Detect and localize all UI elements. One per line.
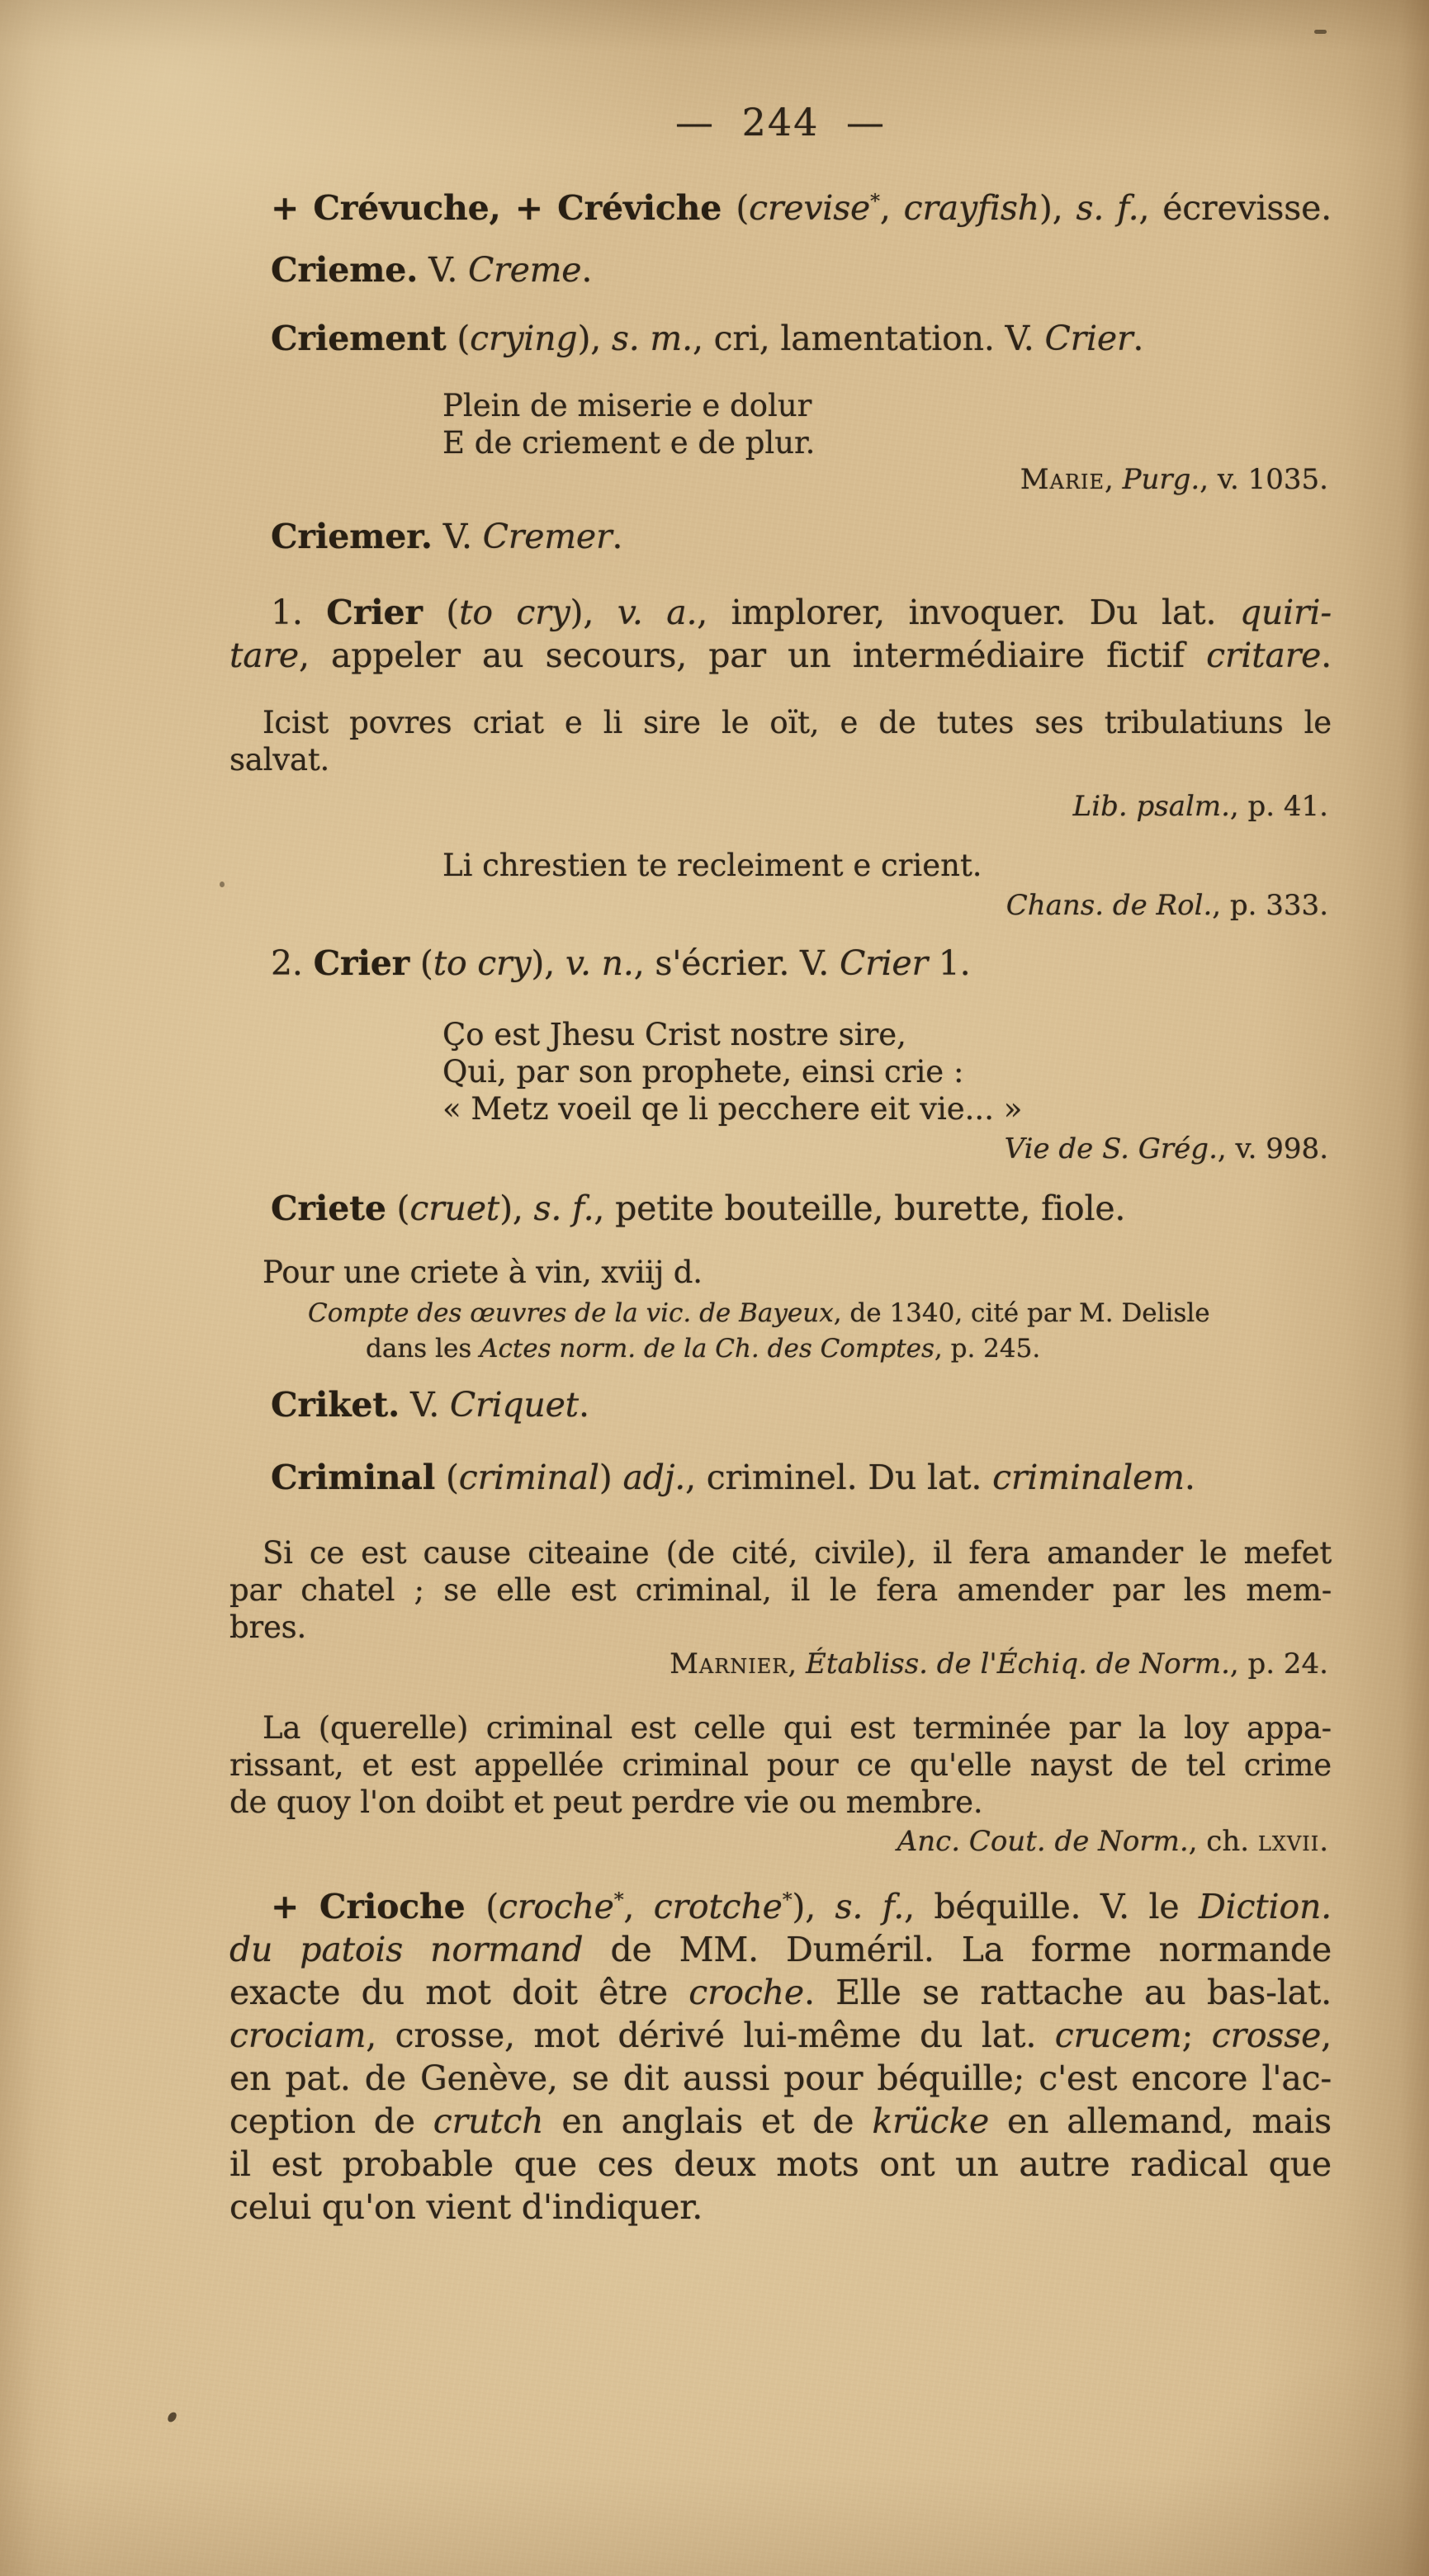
text-segment: ; — [1181, 2016, 1212, 2055]
text-segment: bres. — [229, 1609, 307, 1645]
text-segment: « Metz voeil qe li pecchere eit vie... » — [442, 1091, 1023, 1127]
text-segment: to cry — [459, 593, 570, 632]
text-segment: en pat. de Genève, se dit aussi pour béquille; c'est encore l'ac- — [229, 2058, 1332, 2098]
text-line — [229, 2057, 1332, 2100]
text-segment: crosse — [1211, 2016, 1322, 2055]
text-segment: Lib. psalm. — [1072, 790, 1230, 823]
text-segment: ( — [435, 1458, 459, 1497]
text-segment: , p. 24. — [1229, 1647, 1328, 1680]
quote-icist-povres — [229, 704, 1332, 778]
quote-la-querelle — [229, 1709, 1332, 1821]
text-segment: , v. 998. — [1217, 1132, 1328, 1165]
text-line — [229, 1647, 1328, 1680]
text-segment: celui qu'on vient d'indiquer. — [229, 2187, 703, 2227]
text-segment: Cremer — [482, 517, 613, 556]
text-line — [229, 1825, 1328, 1858]
text-segment: ( — [386, 1189, 410, 1228]
entry-criket — [229, 1383, 1332, 1426]
text-segment: ( — [422, 593, 460, 632]
text-line — [442, 847, 982, 884]
text-segment: . — [612, 517, 623, 556]
text-segment: , — [788, 1647, 806, 1680]
text-segment: La (querelle) criminal est celle qui est terminée par la loy appa- — [263, 1710, 1332, 1746]
text-line — [229, 248, 1332, 291]
text-line — [229, 1254, 1332, 1291]
text-segment: , — [623, 1887, 654, 1926]
text-segment: E de criement e de plur. — [442, 425, 816, 461]
text-segment: Criement — [271, 319, 447, 358]
text-segment: salvat. — [229, 742, 330, 778]
text-line — [229, 2100, 1332, 2143]
text-segment: ( — [736, 188, 750, 228]
text-line — [229, 1534, 1332, 1572]
citation-lib-psalm — [229, 790, 1328, 823]
quote-si-ce-est — [229, 1534, 1332, 1646]
text-segment: , p. 333. — [1212, 889, 1328, 922]
text-segment: , petite bouteille, burette, fiole. — [594, 1189, 1126, 1228]
text-segment: . — [578, 1385, 589, 1425]
text-segment: Purg. — [1122, 463, 1200, 496]
text-segment: s. f. — [835, 1887, 905, 1926]
text-line — [229, 463, 1328, 496]
text-segment: crucem — [1054, 2016, 1182, 2055]
text-line — [229, 942, 1332, 985]
text-segment: Marnier — [670, 1647, 788, 1680]
text-segment: crutch — [433, 2101, 544, 2141]
text-segment: * — [782, 1888, 793, 1912]
text-segment: + Crévuche, + Créviche — [271, 188, 736, 228]
text-segment: Criemer. — [271, 517, 433, 556]
text-segment: crevise — [749, 188, 871, 228]
text-segment: Criquet — [449, 1385, 579, 1425]
text-segment: croche — [499, 1887, 614, 1926]
text-segment: . — [1133, 319, 1144, 358]
entry-crevuche — [229, 187, 1332, 229]
text-segment: Plein de miserie e dolur — [442, 388, 812, 423]
text-segment: Crier — [1044, 319, 1133, 358]
text-segment: ( — [409, 943, 433, 983]
text-segment: Criket. — [271, 1385, 400, 1425]
text-segment: de quoy l'on doibt et peut perdre vie ou membre. — [229, 1784, 983, 1820]
text-segment: s. m. — [611, 319, 693, 358]
text-segment: , cri, lamentation. V. — [692, 319, 1045, 358]
text-line — [229, 1132, 1328, 1165]
text-segment: Crier — [313, 943, 410, 983]
text-segment: . — [1319, 1825, 1328, 1858]
text-segment: , — [879, 188, 904, 228]
text-line — [308, 1296, 1323, 1331]
text-segment: Crier — [326, 593, 423, 632]
text-segment: . Elle se rattache au bas-lat. — [803, 1973, 1332, 2012]
text-line — [442, 1016, 1022, 1053]
text-segment: ception de — [229, 2101, 433, 2141]
text-segment: ), — [499, 1189, 534, 1228]
text-segment: , ch. — [1188, 1825, 1258, 1858]
text-segment: . — [1321, 636, 1332, 675]
text-line — [229, 634, 1332, 677]
text-segment: s. f. — [533, 1189, 594, 1228]
text-line — [366, 1331, 1323, 1367]
text-segment: Li chrestien te recleiment e crient. — [442, 848, 982, 883]
text-segment: tare — [229, 636, 299, 675]
text-segment: Vie de S. Grég. — [1004, 1132, 1218, 1165]
entry-crier-2 — [229, 942, 1332, 985]
text-segment: quiri- — [1239, 593, 1332, 632]
text-segment: Ço est Jhesu Crist nostre sire, — [442, 1017, 906, 1052]
text-segment: . — [1184, 1458, 1195, 1497]
text-line — [229, 1456, 1332, 1499]
text-segment: v. a. — [617, 593, 698, 632]
text-segment: Marie — [1020, 463, 1105, 496]
text-segment: Compte des œuvres de la vic. de Bayeux — [308, 1298, 834, 1328]
text-segment: , p. 245. — [934, 1334, 1041, 1364]
text-line — [229, 1709, 1332, 1746]
text-segment: Icist povres criat e li sire le oït, e de tutes ses tribulatiuns le — [263, 705, 1332, 740]
text-segment: crying — [470, 319, 578, 358]
text-segment: crotche — [653, 1887, 783, 1926]
text-segment: Diction. — [1198, 1887, 1332, 1926]
text-line — [442, 1053, 1022, 1090]
text-segment: ), — [1039, 188, 1076, 228]
citation-anc-cout — [229, 1825, 1328, 1858]
text-line — [229, 1784, 1332, 1821]
text-segment: , béquille. V. le — [904, 1887, 1199, 1926]
text-segment: lxvii — [1257, 1825, 1320, 1858]
text-segment: , de 1340, cité par M. Delisle — [833, 1298, 1210, 1328]
text-segment: criminalem — [992, 1458, 1185, 1497]
verse-quote-chrestien — [442, 847, 982, 884]
text-segment: , criminel. Du lat. — [685, 1458, 993, 1497]
text-segment: ( — [485, 1887, 499, 1926]
text-segment: Si ce est cause citeaine (de cité, civile), il fera amander le mefet — [263, 1535, 1332, 1571]
ink-speck-2 — [1314, 30, 1327, 34]
text-segment: . — [581, 250, 593, 290]
text-line — [442, 1090, 1022, 1127]
text-segment: + Crioche — [271, 1887, 486, 1926]
text-segment: * — [870, 189, 880, 213]
text-segment: ), — [531, 943, 565, 983]
text-segment: to cry — [433, 943, 532, 983]
text-segment: Crier — [839, 943, 928, 983]
text-segment: Établiss. de l'Échiq. de Norm. — [806, 1647, 1230, 1680]
quote-pour-une-criete — [229, 1254, 1332, 1291]
text-segment: adj. — [622, 1458, 686, 1497]
entry-criemer — [229, 515, 1332, 558]
text-segment: ( — [446, 319, 471, 358]
entry-crier-1 — [229, 591, 1332, 677]
entry-crioche — [229, 1885, 1332, 2229]
text-segment: en allemand, mais — [989, 2101, 1332, 2141]
citation-marnier — [229, 1647, 1328, 1680]
text-segment: Qui, par son prophete, einsi crie : — [442, 1054, 964, 1089]
entry-criement — [229, 317, 1332, 360]
text-line — [229, 1609, 1332, 1646]
text-segment: crociam — [229, 2016, 367, 2055]
text-segment: 1. — [927, 943, 971, 983]
text-line — [229, 317, 1332, 360]
text-segment: ), — [792, 1887, 835, 1926]
text-line — [229, 1885, 1332, 1928]
text-segment: krücke — [872, 2101, 990, 2141]
page-number: — 244 — — [674, 100, 887, 144]
text-line — [229, 790, 1328, 823]
text-segment: , v. 1035. — [1200, 463, 1328, 496]
text-line — [229, 2014, 1332, 2057]
text-line — [229, 1746, 1332, 1784]
text-segment: rissant, et est appellée criminal pour ce qu'elle nayst de tel crime — [229, 1747, 1332, 1783]
text-segment: Criete — [271, 1189, 386, 1228]
footnote-compte-bayeux — [308, 1296, 1323, 1367]
text-segment: critare — [1206, 636, 1322, 675]
text-segment: ), — [570, 593, 617, 632]
text-line — [229, 2143, 1332, 2186]
text-line — [229, 515, 1332, 558]
entry-criete — [229, 1187, 1332, 1230]
page-content — [229, 0, 1332, 2576]
text-segment: V. — [400, 1385, 450, 1425]
text-segment: , implorer, invoquer. Du lat. — [697, 593, 1240, 632]
text-line — [229, 704, 1332, 741]
text-segment: Pour une criete à vin, xviij d. — [263, 1255, 703, 1290]
text-segment: de MM. Duméril. La forme normande — [583, 1930, 1332, 1969]
text-segment: , — [1105, 463, 1123, 496]
text-segment: Chans. de Rol. — [1006, 889, 1213, 922]
text-line — [442, 387, 815, 424]
citation-chans-rol — [229, 889, 1328, 922]
text-line — [442, 424, 815, 461]
text-segment: dans les — [366, 1334, 480, 1364]
text-segment: du patois normand — [229, 1930, 584, 1969]
text-segment: Criminal — [271, 1458, 436, 1497]
text-line — [229, 1572, 1332, 1609]
text-segment: Crieme. — [271, 250, 419, 290]
text-segment: il est probable que ces deux mots ont un autre radical que — [229, 2144, 1332, 2184]
text-segment: V. — [418, 250, 468, 290]
citation-vie-greg — [229, 1132, 1328, 1165]
text-segment: * — [613, 1888, 624, 1912]
text-segment: ), — [577, 319, 612, 358]
text-segment: , appeler au secours, par un intermédiaire fictif — [298, 636, 1207, 675]
text-line — [229, 2186, 1332, 2229]
verse-quote-marie — [442, 387, 815, 461]
text-line — [229, 187, 1332, 229]
text-segment: , écrevisse. — [1138, 188, 1332, 228]
text-line — [229, 741, 1332, 778]
text-line — [229, 1187, 1332, 1230]
text-segment: ) — [599, 1458, 623, 1497]
text-segment: en anglais et de — [543, 2101, 873, 2141]
text-segment: crayfish — [903, 188, 1039, 228]
text-line — [229, 1928, 1332, 1971]
text-segment: , crosse, mot dérivé lui-même du lat. — [366, 2016, 1055, 2055]
citation-marie-purg — [229, 463, 1328, 496]
text-line — [229, 889, 1328, 922]
verse-quote-jhesu — [442, 1016, 1022, 1127]
text-line — [229, 591, 1332, 634]
text-segment: Creme — [468, 250, 582, 290]
text-segment: par chatel ; se elle est criminal, il le fera amender par les mem- — [229, 1572, 1332, 1608]
text-segment: , p. 41. — [1229, 790, 1328, 823]
text-segment: 2. — [271, 943, 314, 983]
ink-speck-1 — [166, 2411, 178, 2424]
text-segment: v. n. — [565, 943, 634, 983]
text-segment: exacte du mot doit être — [229, 1973, 689, 2012]
entry-crieme — [229, 248, 1332, 291]
text-segment: 1. — [271, 593, 327, 632]
entry-criminal — [229, 1456, 1332, 1499]
text-segment: V. — [432, 517, 483, 556]
text-segment: criminal — [458, 1458, 599, 1497]
text-segment: croche — [688, 1973, 804, 2012]
text-segment: cruet — [409, 1189, 500, 1228]
text-line — [229, 1971, 1332, 2014]
text-line — [229, 1383, 1332, 1426]
text-segment: Actes norm. de la Ch. des Comptes — [480, 1334, 935, 1364]
ink-speck-3 — [220, 882, 225, 887]
text-segment: s. f. — [1076, 188, 1139, 228]
text-segment: Anc. Cout. de Norm. — [897, 1825, 1189, 1858]
text-segment: , s'écrier. V. — [633, 943, 840, 983]
text-segment: , — [1321, 2016, 1332, 2055]
